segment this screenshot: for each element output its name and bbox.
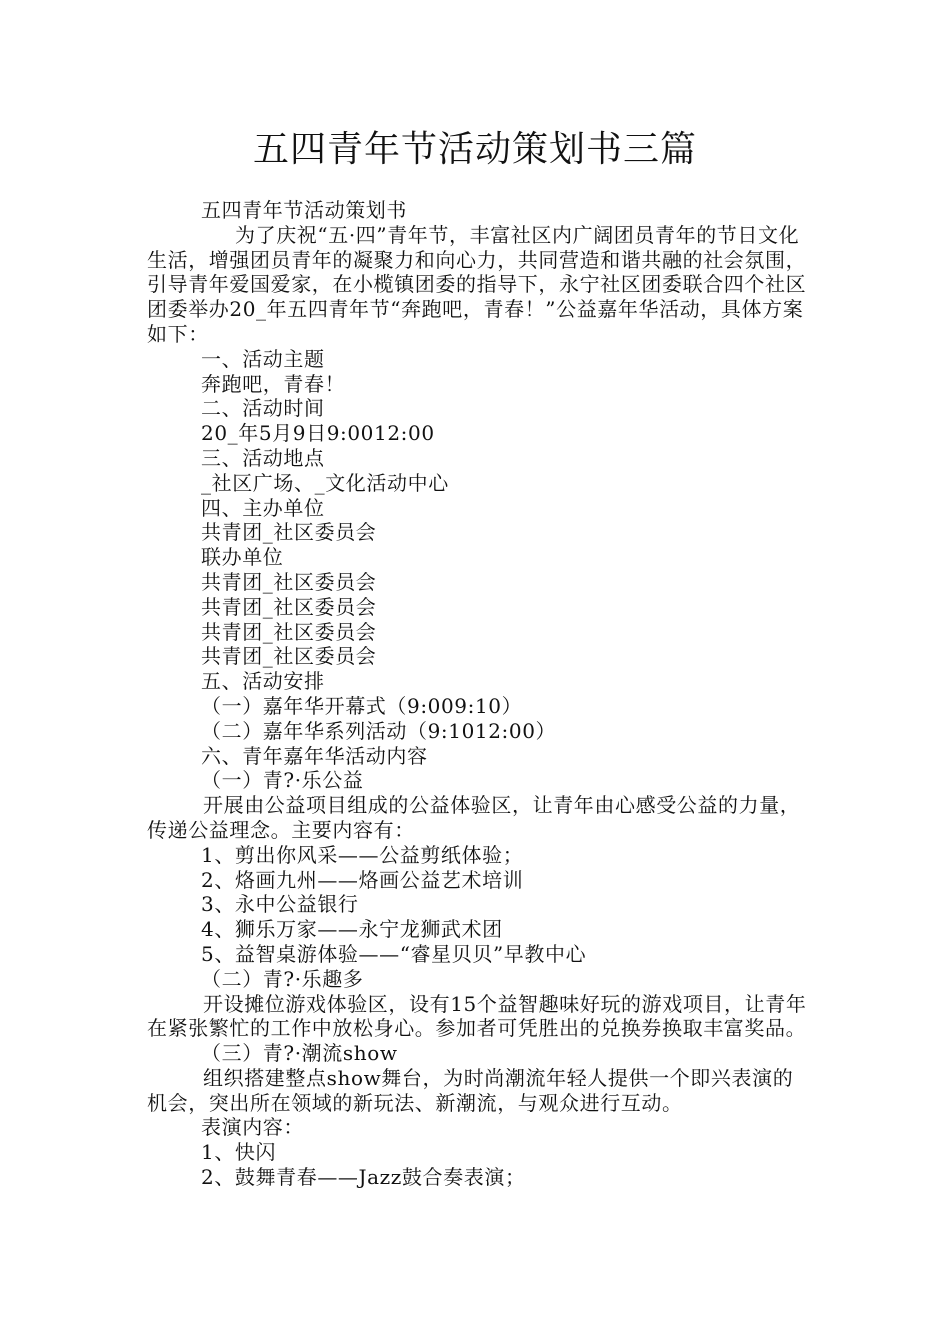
list-item: 2、烙画九州——烙画公益艺术培训 [201, 867, 524, 892]
body-line: （一）嘉年华开幕式（9:009:10） [201, 693, 523, 718]
body-line: 共青团_社区委员会 [201, 569, 377, 594]
subsection-heading: （二）青?·乐趣多 [201, 966, 364, 991]
section-heading: 一、活动主题 [201, 346, 325, 371]
subsection-heading: （一）青?·乐公益 [201, 768, 364, 793]
list-item: 1、快闪 [201, 1140, 277, 1165]
body-line: 20_年5月9日9:0012:00 [201, 421, 435, 446]
body-line: 表演内容： [201, 1115, 304, 1140]
document-body [147, 198, 807, 1190]
body-line: 联办单位 [201, 545, 284, 570]
list-item: 4、狮乐万家——永宁龙狮武术团 [201, 917, 503, 942]
body-line: 共青团_社区委员会 [201, 619, 377, 644]
section-heading: 六、青年嘉年华活动内容 [201, 743, 428, 768]
section-heading: 二、活动时间 [201, 396, 325, 421]
body-paragraph: 开展由公益项目组成的公益体验区，让青年由心感受公益的力量，传递公益理念。主要内容有： [147, 793, 801, 842]
document-title: 五四青年节活动策划书三篇 [252, 129, 697, 170]
body-line: 共青团_社区委员会 [201, 644, 377, 669]
body-line: 奔跑吧，青春！ [201, 371, 346, 396]
list-item: 1、剪出你风采——公益剪纸体验； [201, 842, 524, 867]
body-line: 共青团_社区委员会 [201, 520, 377, 545]
body-line: 共青团_社区委员会 [201, 594, 377, 619]
intro-paragraph: 为了庆祝“五·四”青年节，丰富社区内广阔团员青年的节日文化生活，增强团员青年的凝聚力和向心力，共同营造和谐共融的社会氛围，引导青年爱国爱家，在小榄镇团委的指导下，永宁社区团委联合四个社区团委举办20_年五四青年节“奔跑吧，青春！”公益嘉年华活动，具体方案如下： [147, 222, 807, 346]
body-paragraph: 组织搭建整点show舞台，为时尚潮流年轻人提供一个即兴表演的机会，突出所在领域的新玩法、新潮流，与观众进行互动。 [147, 1065, 794, 1115]
body-line: （二）嘉年华系列活动（9:1012:00） [201, 718, 557, 743]
subtitle-line: 五四青年节活动策划书 [201, 198, 407, 222]
list-item: 2、鼓舞青春——Jazz鼓合奏表演； [201, 1165, 526, 1190]
list-item: 5、益智桌游体验——“睿星贝贝”早教中心 [201, 941, 587, 966]
section-heading: 三、活动地点 [201, 445, 325, 470]
section-heading: 五、活动安排 [201, 669, 325, 694]
list-item: 3、永中公益银行 [201, 892, 359, 917]
body-paragraph: 开设摊位游戏体验区，设有15个益智趣味好玩的游戏项目，让青年在紧张繁忙的工作中放松身心。参加者可凭胜出的兑换券换取丰富奖品。 [147, 991, 807, 1041]
body-line: _社区广场、_文化活动中心 [201, 470, 449, 495]
section-heading: 四、主办单位 [201, 495, 325, 520]
subsection-heading: （三）青?·潮流show [201, 1041, 398, 1066]
